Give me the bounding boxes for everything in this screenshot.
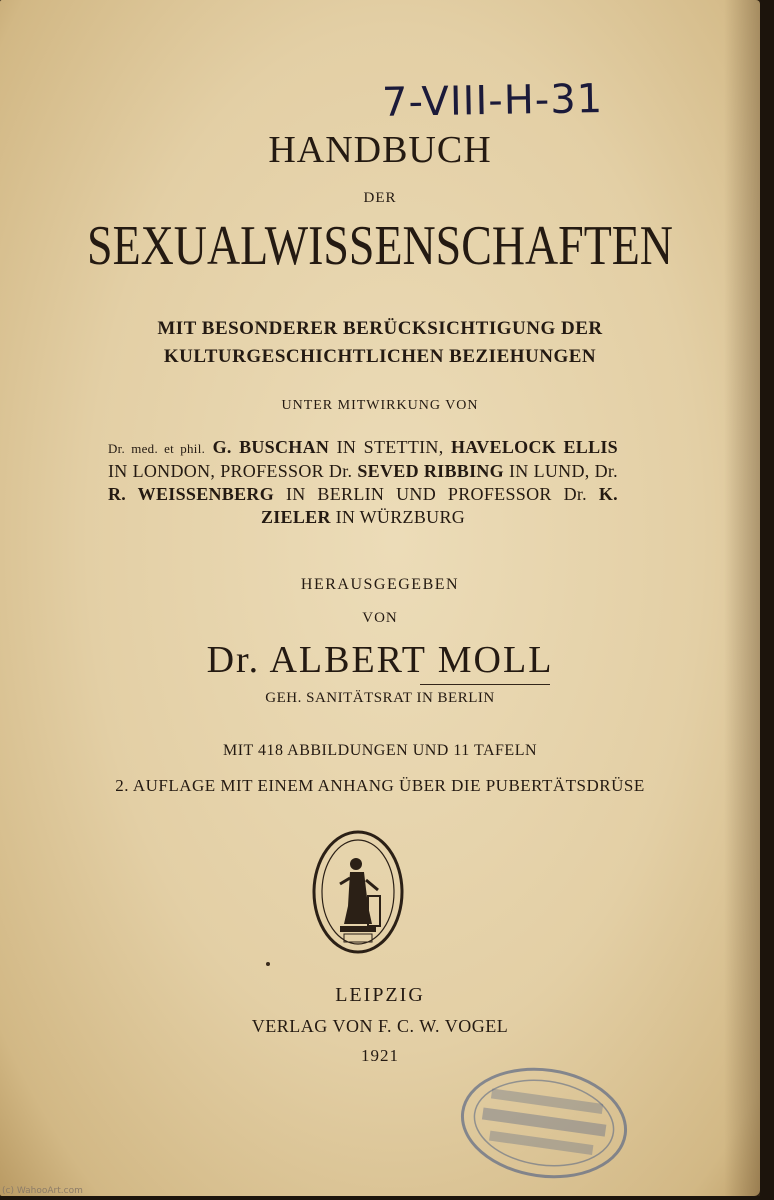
contributor-place: IN STETTIN,: [336, 437, 444, 457]
contributor-prefix: Dr. med. et phil.: [108, 441, 206, 456]
edited-label: HERAUSGEGEBEN: [300, 576, 460, 593]
title-handbuch: HANDBUCH: [268, 129, 492, 171]
contributor-prefix: PROFESSOR Dr.: [220, 461, 353, 481]
contributor-name: R. WEISSENBERG: [108, 484, 275, 504]
subtitle-line-2: KULTURGESCHICHTLICHEN BEZIEHUNGEN: [163, 346, 597, 367]
subtitle-line-1: MIT BESONDERER BERÜCKSICHTIGUNG DER: [157, 318, 603, 339]
library-stamp: [451, 1055, 637, 1192]
contributor-place: IN BERLIN UND: [285, 484, 437, 504]
editor-name: Dr. ALBERT MOLL: [206, 639, 554, 681]
watermark: (c) WahooArt.com: [2, 1186, 83, 1196]
ink-speck: [266, 962, 270, 966]
handwritten-shelfmark: 7-VIII-H-31: [381, 76, 604, 126]
title-der: DER: [363, 190, 397, 206]
imprint-year: 1921: [361, 1046, 399, 1065]
contributor-place: IN WÜRZBURG: [335, 507, 466, 527]
contributor-prefix: Dr.: [594, 461, 618, 481]
contributor-name: G. BUSCHAN: [212, 437, 330, 457]
title-main: SEXUALWISSENSCHAFTEN: [87, 215, 673, 277]
collaboration-intro: UNTER MITWIRKUNG VON: [281, 398, 479, 413]
imprint-city: LEIPZIG: [335, 984, 425, 1006]
edition-note: 2. AUFLAGE MIT EINEM ANHANG ÜBER DIE PUBERTÄTSDRÜSE: [115, 776, 645, 795]
imprint-publisher: VERLAG VON F. C. W. VOGEL: [251, 1016, 509, 1036]
contributor-prefix: PROFESSOR Dr.: [447, 484, 587, 504]
contributor-name: HAVELOCK ELLIS: [450, 437, 618, 457]
contributor-place: IN LUND,: [508, 461, 590, 481]
contributor-place: IN LONDON,: [108, 461, 216, 481]
pencil-underline: [420, 684, 550, 685]
publisher-emblem: [310, 828, 406, 956]
contributor-name: K. ZIELER: [260, 484, 618, 527]
editor-title: GEH. SANITÄTSRAT IN BERLIN: [265, 690, 495, 706]
edited-by-label: VON: [362, 610, 398, 626]
illustrations-note: MIT 418 ABBILDUNGEN UND 11 TAFELN: [222, 742, 538, 759]
contributor-name: SEVED RIBBING: [357, 461, 504, 481]
contributors-block: [108, 436, 618, 529]
